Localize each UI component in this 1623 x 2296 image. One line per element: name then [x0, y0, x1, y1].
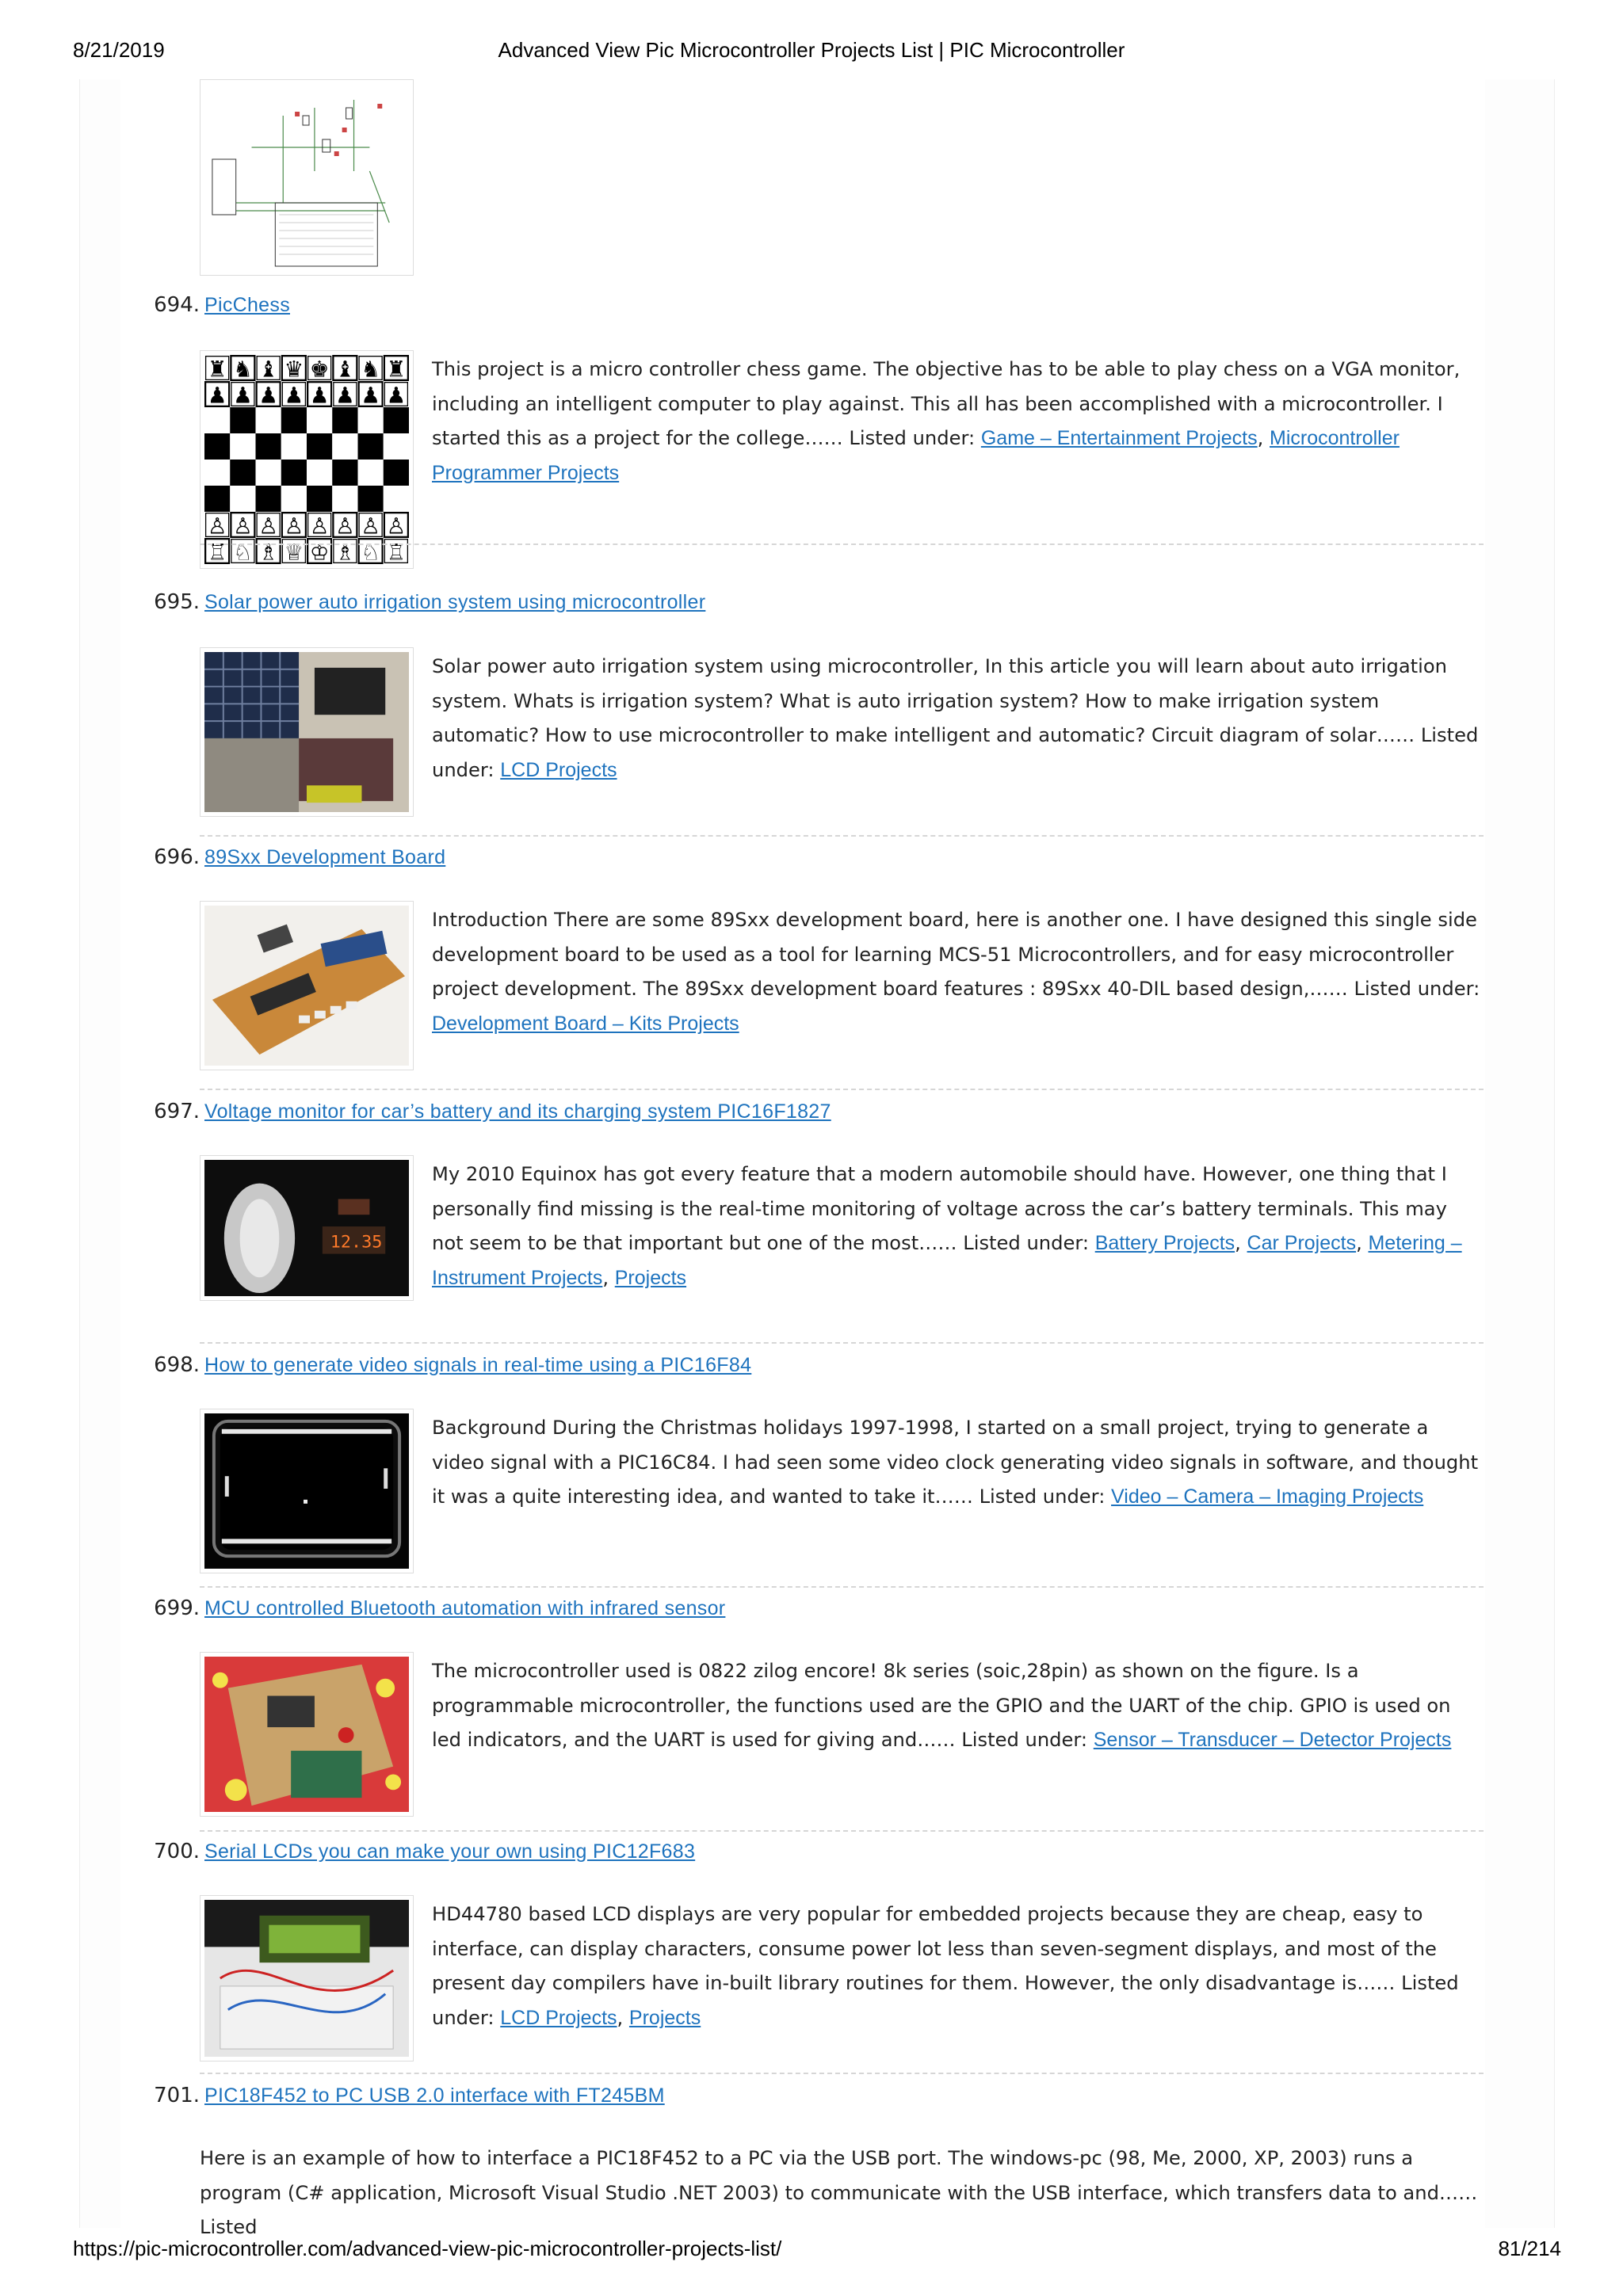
project-photo-icon: [204, 1900, 409, 2057]
project-heading: [152, 590, 705, 622]
description-text: This project is a micro controller chess game. The objective has to be able to play chess on a VGA monitor, including an intelligent computer to play against. This all has been accomplished with a microcontroller. I started this as a project for the college…… Listed under:: [432, 358, 1461, 449]
category-link[interactable]: Projects: [614, 1266, 687, 1289]
project-number: 695.: [154, 590, 200, 614]
item-divider: [200, 543, 1484, 545]
circuit-schematic-icon: [204, 84, 409, 271]
project-thumbnail[interactable]: [200, 1652, 414, 1817]
svg-text:♙: [361, 513, 380, 539]
svg-text:♟: [335, 382, 355, 408]
project-heading: [152, 1596, 725, 1628]
project-thumbnail[interactable]: [200, 901, 414, 1070]
svg-text:♟: [233, 382, 253, 408]
category-link[interactable]: Development Board – Kits Projects: [432, 1012, 739, 1035]
svg-text:♚: [310, 356, 330, 382]
project-title-link[interactable]: PIC18F452 to PC USB 2.0 interface with FT245BM: [204, 2084, 665, 2107]
project-thumbnail[interactable]: [200, 647, 414, 817]
svg-text:♙: [387, 513, 407, 539]
description-text: Solar power auto irrigation system using microcontroller, In this article you will learn about auto irrigation system. Whats is irrigation system? What is auto irrigation system? How to make irrigation system automatic? How to use microcontroller to make intelligent and automatic? Circuit diagram of solar…… Listed under:: [432, 655, 1479, 781]
project-photo-icon: [204, 1160, 409, 1296]
project-heading: [152, 293, 290, 325]
svg-text:♝: [258, 356, 278, 382]
project-title-link[interactable]: How to generate video signals in real-time using a PIC16F84: [204, 1354, 752, 1376]
project-number: 697.: [154, 1100, 200, 1123]
category-link[interactable]: Car Projects: [1247, 1232, 1357, 1254]
project-description: [432, 903, 1482, 1041]
project-description: HD44780 based LCD displays are very popular for embedded projects because they are cheap, easy to interface, can display characters, consume power lot less than seven-segment displays, and most of the present day compilers have in-built library routines for them. However, the only disadvantage is…… Listed under: LCD Projects, Projects: [432, 1903, 1459, 2029]
project-heading: [152, 2084, 665, 2115]
item-divider: [200, 1089, 1484, 1090]
category-link[interactable]: Metering – Instrument Projects: [432, 1232, 1462, 1289]
project-photo-icon: [204, 906, 409, 1066]
print-header: [0, 38, 1623, 70]
project-heading: [152, 845, 445, 877]
svg-text:♟: [310, 382, 330, 408]
project-title-link[interactable]: PicChess: [204, 294, 290, 316]
project-title-link[interactable]: Solar power auto irrigation system using microcontroller: [204, 591, 706, 613]
svg-text:♝: [335, 356, 355, 382]
print-date: 8/21/2019: [73, 38, 165, 62]
svg-text:♞: [361, 356, 380, 382]
svg-text:♟: [285, 382, 304, 408]
item-divider: [200, 1342, 1484, 1344]
category-link[interactable]: LCD Projects: [500, 758, 617, 781]
item-divider: [200, 835, 1484, 837]
project-description: This project is a micro controller chess game. The objective has to be able to play chess on a VGA monitor, including an intelligent computer to play against. This all has been accomplished with a microcontroller. I started this as a project for the college…… Listed under: Game – Entertainment Projects, Microcontroller Programmer Projects: [432, 358, 1461, 484]
description-text: The microcontroller used is 0822 zilog encore! 8k series (soic,28pin) as shown on the figure. Is a programmable microcontroller, the functions used are the GPIO and the UART of the chip. GPIO is used on led indicators, and the UART is used for giving and…… Listed under:: [432, 1660, 1451, 1751]
project-thumbnail[interactable]: [200, 1409, 414, 1573]
category-link[interactable]: Projects: [628, 2006, 701, 2029]
project-number: 698.: [154, 1353, 200, 1377]
project-thumbnail[interactable]: [200, 1895, 414, 2061]
project-heading: [152, 1100, 831, 1131]
project-description: [432, 1411, 1482, 1515]
project-description: [432, 1654, 1482, 1758]
description-text: HD44780 based LCD displays are very popular for embedded projects because they are cheap, easy to interface, can display characters, consume power lot less than seven-segment displays, and most of the present day compilers have in-built library routines for them. However, the only disadvantage is…… Listed under:: [432, 1903, 1459, 2029]
item-divider: [200, 1830, 1484, 1832]
project-thumbnail[interactable]: [200, 79, 414, 276]
category-link[interactable]: Video – Camera – Imaging Projects: [1111, 1486, 1424, 1508]
category-link[interactable]: Microcontroller Programmer Projects: [432, 427, 1400, 484]
project-description: [200, 2142, 1484, 2238]
project-thumbnail[interactable]: [200, 350, 414, 569]
description-text: Here is an example of how to interface a PIC18F452 to a PC via the USB port. The windows-pc (98, Me, 2000, XP, 2003) runs a program (C# application, Microsoft Visual Studio .NET 2003) to communicate with the USB interface, which transfers data to and…… Listed: [200, 2147, 1478, 2238]
description-text: Introduction There are some 89Sxx development board, here is another one. I have designed this single side development board to be used as a tool for learning MCS-51 Microcontrollers, and for easy microcontroller project development. The 89Sxx development board features : 89Sxx 40-DIL based design,…… Listed under:: [432, 909, 1480, 1000]
description-text: Background During the Christmas holidays 1997-1998, I started on a small project, trying to generate a video signal with a PIC16C84. I had seen some video clock generating video signals in software, and thought it was a quite interesting idea, and wanted to take it…… Listed under:: [432, 1417, 1479, 1508]
print-page-number: 81/214: [1498, 2237, 1561, 2260]
category-link[interactable]: Sensor – Transducer – Detector Projects: [1093, 1729, 1452, 1751]
project-heading: [152, 1353, 751, 1385]
svg-text:♙: [208, 513, 227, 539]
svg-text:♜: [208, 356, 227, 382]
project-number: 696.: [154, 845, 200, 869]
svg-text:♟: [361, 382, 380, 408]
project-heading: [152, 1840, 695, 1871]
project-title-link[interactable]: MCU controlled Bluetooth automation with infrared sensor: [204, 1597, 726, 1619]
project-number: 700.: [154, 1840, 200, 1863]
svg-text:♙: [285, 513, 304, 539]
category-link[interactable]: Game – Entertainment Projects: [980, 427, 1258, 449]
project-photo-icon: [204, 1413, 409, 1569]
project-number: 701.: [154, 2084, 200, 2107]
project-thumbnail[interactable]: [200, 1155, 414, 1301]
print-page-title: Advanced View Pic Microcontroller Projects List | PIC Microcontroller: [498, 38, 1125, 62]
project-photo-icon: [204, 1657, 409, 1812]
item-divider: [200, 1586, 1484, 1588]
category-link[interactable]: LCD Projects: [500, 2006, 617, 2029]
svg-text:♙: [310, 513, 330, 539]
svg-text:♙: [258, 513, 278, 539]
svg-text:♟: [387, 382, 407, 408]
svg-text:♛: [285, 356, 304, 382]
svg-text:♜: [387, 356, 407, 382]
project-photo-icon: [204, 652, 409, 812]
project-number: 699.: [154, 1596, 200, 1620]
project-title-link[interactable]: Serial LCDs you can make your own using PIC12F683: [204, 1840, 696, 1863]
project-description: [432, 650, 1482, 788]
project-list: [120, 79, 1485, 2238]
project-description: My 2010 Equinox has got every feature that a modern automobile should have. However, one thing that I personally find missing is the real-time monitoring of voltage across the car’s battery terminals. This may not seem to be that important but one of the most…… Listed under: Battery Projects, Car Projects, Metering – Instrument Projects, Projects: [432, 1163, 1462, 1289]
project-title-link[interactable]: 89Sxx Development Board: [204, 846, 446, 868]
svg-text:♙: [233, 513, 253, 539]
chessboard-icon: [204, 355, 409, 564]
category-link[interactable]: Battery Projects: [1094, 1232, 1235, 1254]
svg-text:♟: [208, 382, 227, 408]
description-text: My 2010 Equinox has got every feature that a modern automobile should have. However, one thing that I personally find missing is the real-time monitoring of voltage across the car’s battery terminals. This may not seem to be that important but one of the most…… Listed under:: [432, 1163, 1447, 1254]
print-footer: [0, 2237, 1623, 2268]
svg-text:♞: [233, 356, 253, 382]
seven-segment-reading: 12.35: [330, 1232, 383, 1253]
project-title-link[interactable]: Voltage monitor for car’s battery and its charging system PIC16F1827: [204, 1100, 831, 1123]
print-url: https://pic-microcontroller.com/advanced-view-pic-microcontroller-projects-list/: [73, 2237, 782, 2260]
project-number: 694.: [154, 293, 200, 317]
svg-text:♟: [258, 382, 278, 408]
svg-text:♙: [335, 513, 355, 539]
item-divider: [200, 2073, 1484, 2074]
